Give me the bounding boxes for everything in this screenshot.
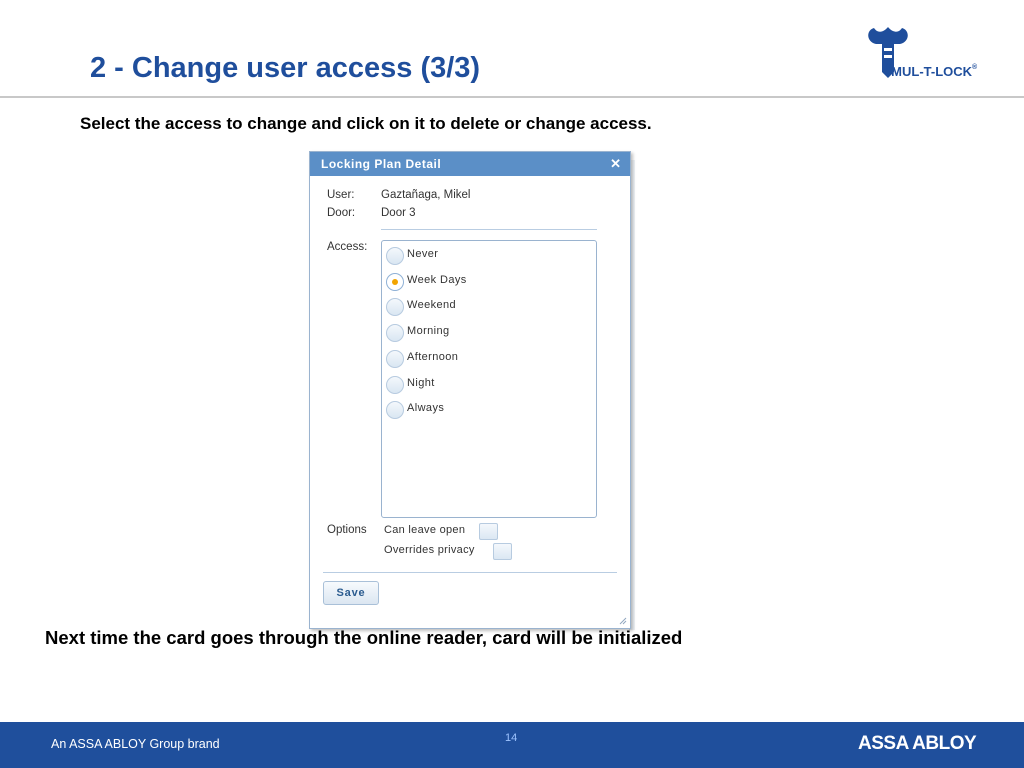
radio-button-selected[interactable] xyxy=(386,273,404,291)
options-label: Options xyxy=(327,524,367,536)
access-options-list xyxy=(381,240,597,518)
access-option-always[interactable] xyxy=(386,399,586,419)
dialog-header[interactable] xyxy=(310,152,630,176)
close-icon[interactable]: ✕ xyxy=(610,156,621,171)
slide-title: 2 - Change user access (3/3) xyxy=(90,52,481,84)
access-option-morning[interactable] xyxy=(386,322,586,342)
title-divider xyxy=(0,96,1024,98)
access-option-label: Night xyxy=(407,377,435,389)
logo-registered: ® xyxy=(972,64,978,71)
access-option-never[interactable] xyxy=(386,245,586,265)
access-option-weekend[interactable] xyxy=(386,296,586,316)
access-option-label: Morning xyxy=(407,325,450,337)
page-number: 14 xyxy=(505,732,518,744)
user-label: User: xyxy=(327,189,355,201)
overrides-privacy-label: Overrides privacy xyxy=(384,544,475,556)
next-time-note: Next time the card goes through the online reader, card will be initialized xyxy=(45,627,683,648)
footer-bar xyxy=(0,722,1024,768)
dialog-divider xyxy=(381,229,597,230)
user-value: Gaztañaga, Mikel xyxy=(381,189,471,201)
instruction-text: Select the access to change and click on it to delete or change access. xyxy=(80,114,652,133)
assa-abloy-logo: ASSA ABLOY xyxy=(858,733,977,754)
access-option-label: Weekend xyxy=(407,299,457,311)
radio-button[interactable] xyxy=(386,247,404,265)
access-option-label: Always xyxy=(407,402,445,414)
can-leave-open-checkbox[interactable] xyxy=(479,523,498,540)
access-label: Access: xyxy=(327,241,368,253)
radio-button[interactable] xyxy=(386,376,404,394)
access-option-label: Never xyxy=(407,248,439,260)
locking-plan-dialog xyxy=(309,151,631,629)
radio-button[interactable] xyxy=(386,350,404,368)
access-option-afternoon[interactable] xyxy=(386,348,586,368)
access-option-label: Week Days xyxy=(407,274,467,286)
door-value: Door 3 xyxy=(381,207,416,219)
radio-button[interactable] xyxy=(386,401,404,419)
overrides-privacy-checkbox[interactable] xyxy=(493,543,512,560)
radio-button[interactable] xyxy=(386,324,404,342)
dialog-footer-divider xyxy=(323,572,617,573)
dialog-title: Locking Plan Detail xyxy=(321,157,442,171)
logo-registered-left: ® xyxy=(886,64,892,71)
footer-group-text: An ASSA ABLOY Group brand xyxy=(51,737,220,751)
radio-button[interactable] xyxy=(386,298,404,316)
logo-wordmark xyxy=(886,64,977,79)
access-option-night[interactable] xyxy=(386,374,586,394)
door-label: Door: xyxy=(327,207,356,219)
resize-grip-icon[interactable] xyxy=(619,617,627,625)
logo-text: MUL-T-LOCK xyxy=(891,64,973,79)
can-leave-open-label: Can leave open xyxy=(384,524,466,536)
access-option-week-days[interactable] xyxy=(386,271,586,291)
save-button[interactable]: Save xyxy=(323,581,379,605)
access-option-label: Afternoon xyxy=(407,351,459,363)
